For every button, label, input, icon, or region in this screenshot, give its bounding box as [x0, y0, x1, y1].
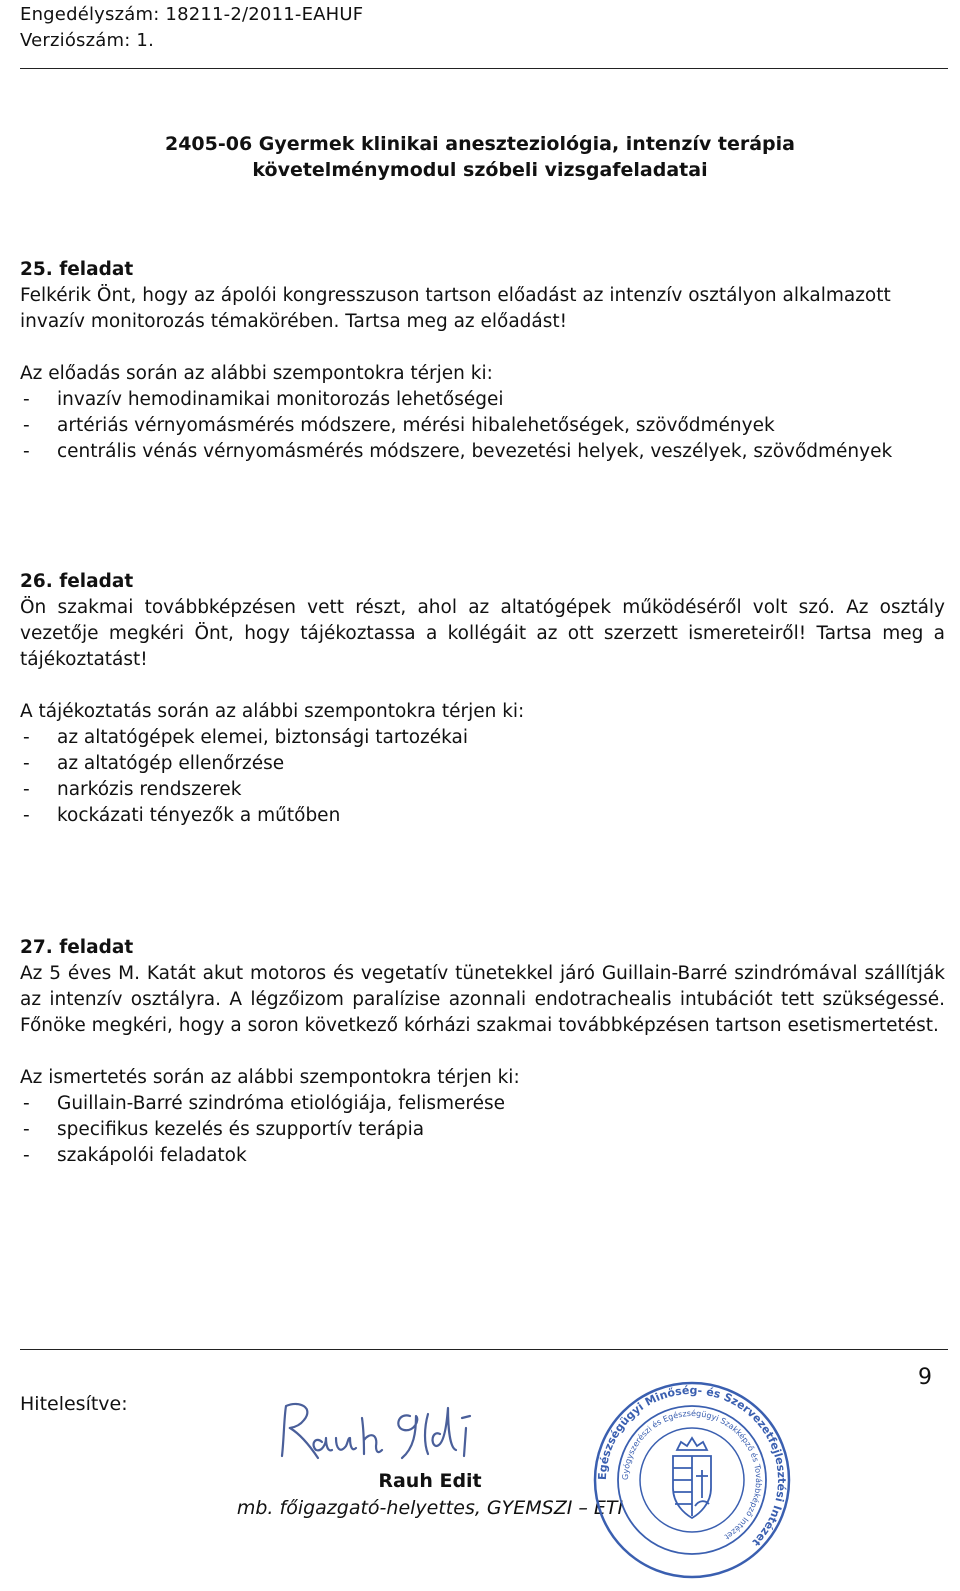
- task-intro: Az ismertetés során az alábbi szempontokra térjen ki:: [20, 1067, 520, 1088]
- signer-role: mb. főigazgató-helyettes, GYEMSZI – ETI: [236, 1497, 624, 1519]
- task-description: Felkérik Önt, hogy az ápolói kongresszuson tartson előadást az intenzív osztályon alkalmazott invazív monitorozás témakörében. Tartsa meg az előadást!: [20, 285, 891, 332]
- stamp-outer-text: Egészségügyi Minőség- és Szervezetfejlesztési Intézet: [595, 1383, 789, 1549]
- header-divider: [20, 68, 948, 69]
- list-item: - az altatógép ellenőrzése: [20, 751, 945, 777]
- certify-label: Hitelesítve:: [20, 1393, 128, 1415]
- list-item: - artériás vérnyomásmérés módszere, mérési hibalehetőségek, szövődmények: [20, 413, 945, 439]
- task-description: Ön szakmai továbbképzésen vett részt, ahol az altatógépek működéséről volt szó. Az osztály vezetője megkéri Önt, hogy tájékoztassa a kollégáit az ott szerzett ismereteiről! Tartsa meg a tájékoztatást!: [20, 597, 945, 670]
- task-25: [20, 257, 945, 465]
- document-title-line-2: követelménymodul szóbeli vizsgafeladatai: [252, 159, 708, 181]
- list-item: - Guillain-Barré szindróma etiológiája, felismerése: [20, 1091, 945, 1117]
- page-number: 9: [918, 1365, 932, 1390]
- task-number: 25. feladat: [20, 259, 134, 280]
- task-number: 26. feladat: [20, 571, 134, 592]
- version-number: Verziószám: 1.: [20, 30, 155, 51]
- official-stamp: [585, 1380, 800, 1580]
- list-item: - invazív hemodinamikai monitorozás lehetőségei: [20, 387, 945, 413]
- list-item: - centrális vénás vérnyomásmérés módszere, bevezetési helyek, veszélyek, szövődmények: [20, 439, 945, 465]
- task-intro: Az előadás során az alábbi szempontokra térjen ki:: [20, 363, 493, 384]
- task-description: Az 5 éves M. Katát akut motoros és vegetatív tünetekkel járó Guillain-Barré szindrómával szállítják az intenzív osztályra. A légzőizom paralízise azonnali endotrachealis intubációt tett szükségessé. Főnöke megkéri, hogy a soron következő kórházi szakmai továbbképzésen tartson esetismertetést.: [20, 963, 945, 1036]
- task-27: [20, 935, 945, 1169]
- task-points: [20, 387, 945, 465]
- handwritten-signature: [270, 1398, 480, 1468]
- signer-name: Rauh Edit: [378, 1470, 482, 1492]
- task-26: [20, 569, 945, 829]
- license-number: Engedélyszám: 18211-2/2011-EAHUF: [20, 4, 364, 25]
- list-item: - kockázati tényezők a műtőben: [20, 803, 945, 829]
- task-points: [20, 1091, 945, 1169]
- list-item: - specifikus kezelés és szupportív terápia: [20, 1117, 945, 1143]
- task-points: [20, 725, 945, 829]
- task-number: 27. feladat: [20, 937, 134, 958]
- list-item: - narkózis rendszerek: [20, 777, 945, 803]
- footer-divider: [20, 1349, 948, 1350]
- coat-of-arms-icon: [673, 1438, 711, 1518]
- list-item: - szakápolói feladatok: [20, 1143, 945, 1169]
- list-item: - az altatógépek elemei, biztonsági tartozékai: [20, 725, 945, 751]
- stamp-inner-text: Gyógyszerészi és Egészségügyi Szakképző és Továbbképző Intézet: [620, 1408, 764, 1542]
- task-intro: A tájékoztatás során az alábbi szempontokra térjen ki:: [20, 701, 525, 722]
- document-title-line-1: 2405-06 Gyermek klinikai aneszteziológia, intenzív terápia: [164, 133, 795, 155]
